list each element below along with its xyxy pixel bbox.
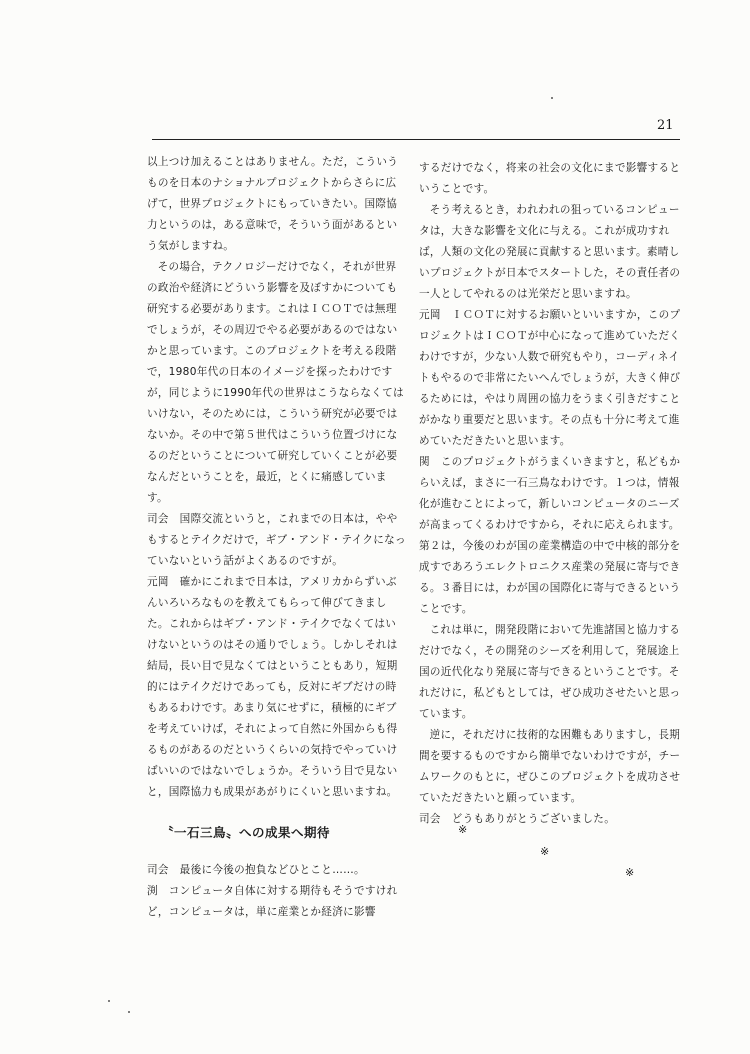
right-paragraph-4: 関 このプロジェクトがうまくいきますと，私どもからいえば，まさに一石三鳥なわけです。１つは，情報化が進むことによって，新しいコンピュータのニーズが高まってくるわけですから，それに応えられます。第２は，今後のわが国の産業構造の中で中核的部分を成すであろうエレクトロニクス産業の発展に寄与できる。３番目には，わが国の国際化に寄与できるということです。 [419, 456, 681, 615]
right-paragraph-5: これは単に，開発段階において先進諸国と協力するだけでなく，その開発のシーズを利用して，発展途上国の近代化なり発展に寄与できるということです。それだけに，私どもとしては，ぜひ成功させたいと思っています。 [419, 624, 681, 720]
scan-speck [108, 1000, 110, 1002]
right-column [419, 158, 683, 830]
right-paragraph-6: 逆に，それだけに技術的な困難もありますし，長期間を要するものですから簡単でないわけですが，チームワークのもとに，ぜひこのプロジェクトを成功させていただきたいと願っています。 [419, 729, 681, 804]
left-paragraph-5: 司会 最後に今後の抱負などひとこと……。 [147, 864, 365, 876]
right-paragraph-7: 司会 どうもありがとうございました。 [419, 813, 616, 825]
left-paragraph-6: 渕 コンピュータ自体に対する期待もそうですけれど，コンピュータは，単に産業とか経済に影響 [147, 885, 398, 918]
scan-speck [551, 97, 553, 99]
right-paragraph-1: するだけでなく，将来の社会の文化にまで影響するということです。 [419, 162, 681, 195]
end-mark-1: ※ [458, 823, 468, 836]
left-paragraph-3: 司会 国際交流というと，これまでの日本は，ややもするとテイクだけで，ギブ・アンド・テイクになっていないという話がよくあるのですが。 [147, 513, 406, 567]
scan-speck [128, 1011, 130, 1013]
page-number: 21 [657, 118, 674, 133]
left-paragraph-4: 元岡 確かにこれまで日本は，アメリカからずいぶんいろいろなものを教えてもらって伸びてきました。これからはギブ・アンド・テイクでなくてはいけないというのはその通りでしょう。しかしそれは結局，長い目で見なくてはということもあり，短期的にはテイクだけであっても，反対にギブだけの時もあるわけです。あまり気にせずに，積極的にギブを考えていけば，それによって自然に外国からも得るものがあるのだというくらいの気持でやっていけばいいのではないでしょうか。そういう目で見ないと，国際協力も成果があがりにくいと思いますね。 [147, 576, 398, 798]
end-mark-3: ※ [625, 866, 635, 879]
header-rule [152, 139, 680, 140]
end-mark-2: ※ [540, 845, 550, 858]
left-paragraph-2: その場合，テクノロジーだけでなく，それが世界の政治や経済にどういう影響を及ぼすかについても研究する必要があります。これはＩＣＯＴでは無理でしょうが，その周辺でやる必要があるのではないかと思っています。このプロジェクトを考える段階で，1980年代の日本のイメージを探ったわけですが，同じように1990年代の世界はこうならなくてはいけない，そのためには，こういう研究が必要ではないか。その中で第５世代はこういう位置づけになるのだということについて研究していくことが必要なんだということを，最近，とくに痛感しています。 [147, 261, 404, 504]
left-paragraph-1: 以上つけ加えることはありません。ただ，こういうものを日本のナショナルプロジェクトからさらに広げて，世界プロジェクトにもっていきたい。国際協力というのは，ある意味で，そういう面があるという気がしますね。 [147, 156, 399, 252]
left-column [147, 152, 407, 923]
right-paragraph-2: そう考えるとき，われわれの狙っているコンピュータは，大きな影響を文化に与える。これが成功すれば，人類の文化の発展に貢献すると思います。素晴しいプロジェクトが日本でスタートした，その責任者の一人としてやれるのは光栄だと思いますね。 [419, 204, 681, 300]
section-heading: 〝一石三鳥〟への成果へ期待 [161, 825, 331, 840]
right-paragraph-3: 元岡 ＩＣＯＴに対するお願いといいますか，このプロジェクトはＩＣＯＴが中心になって進めていただくわけですが，少ない人数で研究もやり，コーディネイトもやるので非常にたいへんでしょうが，大きく伸びるためには，やはり周囲の協力をうまく引きだすことがかなり重要だと思います。その点も十分に考えて進めていただきたいと思います。 [419, 309, 681, 447]
